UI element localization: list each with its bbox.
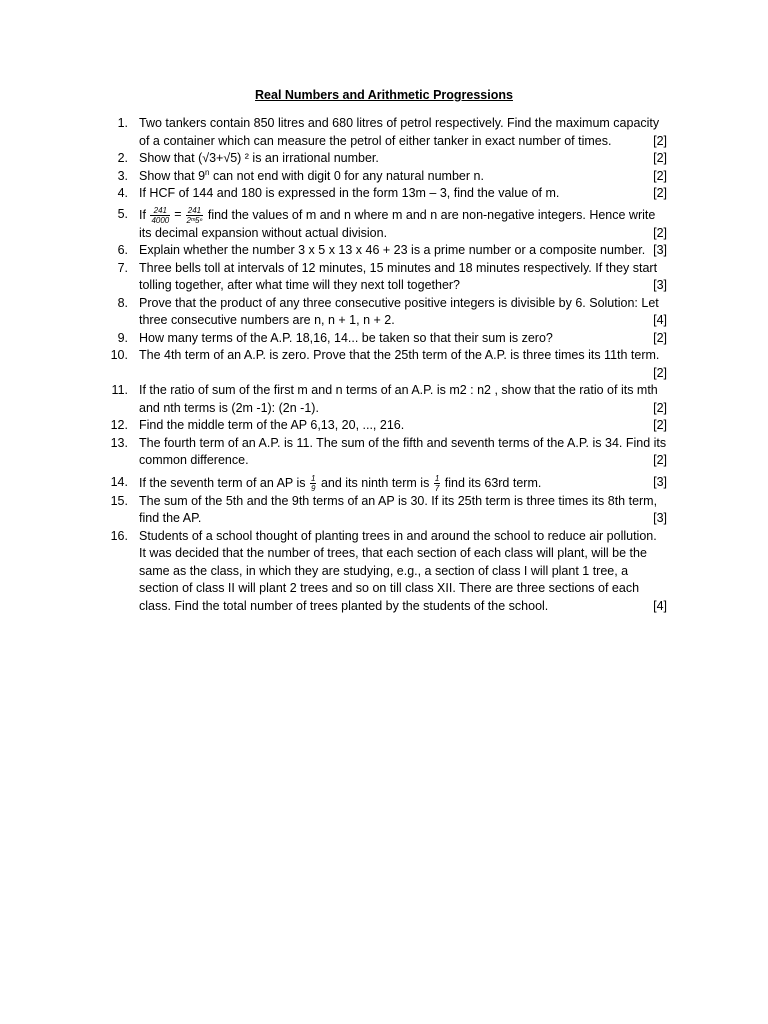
question-marks: [2] bbox=[653, 418, 667, 432]
question-body bbox=[139, 185, 667, 203]
question-4 bbox=[0, 185, 768, 203]
question-number: 6. bbox=[117, 243, 128, 257]
question-15 bbox=[0, 493, 768, 528]
question-marks: [2] bbox=[653, 330, 667, 345]
question-number: 2. bbox=[117, 151, 128, 165]
question-number: 4. bbox=[117, 186, 128, 200]
question-body bbox=[139, 435, 667, 470]
fraction-denominator: 4000 bbox=[151, 215, 170, 225]
question-text: If HCF of 144 and 180 is expressed in the form 13m – 3, find the value of m. bbox=[139, 186, 560, 200]
question-text: Show that (√3+√5) ² is an irrational number. bbox=[139, 151, 379, 165]
question-number: 10. bbox=[110, 348, 128, 362]
question-8 bbox=[0, 295, 768, 330]
question-text: Explain whether the number 3 x 5 x 13 x 46 + 23 is a prime number or a composite number. bbox=[139, 243, 646, 257]
question-body bbox=[139, 528, 667, 616]
question-marks: [2] bbox=[653, 133, 667, 148]
question-body bbox=[139, 168, 667, 186]
question-14 bbox=[0, 474, 768, 493]
page-title: Real Numbers and Arithmetic Progressions bbox=[255, 88, 513, 102]
question-number: 9. bbox=[117, 330, 128, 345]
question-text-start: If the seventh term of an AP is bbox=[139, 475, 306, 490]
question-number: 13. bbox=[110, 435, 128, 450]
question-3 bbox=[0, 168, 768, 186]
question-text: Two tankers contain 850 litres and 680 litres of petrol respectively. Find the maximum capacity of a container which can measure the petrol of either tanker in exact number of times. bbox=[139, 116, 660, 148]
question-number: 1. bbox=[117, 116, 128, 130]
question-body bbox=[139, 206, 667, 243]
question-16 bbox=[0, 528, 768, 616]
question-body bbox=[139, 242, 667, 260]
question-number: 15. bbox=[110, 493, 128, 508]
question-marks: [2] bbox=[653, 225, 667, 240]
question-2 bbox=[0, 150, 768, 168]
question-text: The fourth term of an A.P. is 11. The sum of the fifth and seventh terms of the A.P. is 34. Find its common difference. bbox=[139, 435, 667, 467]
question-marks: [3] bbox=[653, 474, 667, 489]
question-prefix: If bbox=[139, 207, 146, 222]
question-marks: [3] bbox=[653, 511, 667, 525]
question-marks: [2] bbox=[653, 186, 667, 200]
fraction-denominator: 2ᵐ5ⁿ bbox=[186, 215, 203, 225]
question-text: If the ratio of sum of the first m and n terms of an A.P. is m2 : n2 , show that the ratio of its mth and nth terms is (2m -1): (2n -1). bbox=[139, 383, 658, 415]
question-10 bbox=[0, 347, 768, 382]
question-text: Students of a school thought of planting trees in and around the school to reduce air pollution. It was decided that the number of trees, that each section of each class will plant, will be the same as the class, in which they are studying, e.g., a section of class I will plant 1 tree, a section of class II will plant 2 trees and so on till class XII. There are three sections of each class. Find the total number of trees planted by the students of the school. bbox=[139, 528, 657, 613]
fraction bbox=[310, 474, 316, 493]
question-marks: [2] bbox=[653, 365, 667, 380]
fraction-numerator: 1 bbox=[311, 473, 316, 483]
question-body bbox=[139, 150, 667, 168]
question-text: The sum of the 5th and the 9th terms of an AP is 30. If its 25th term is three times its 8th term, find the AP. bbox=[139, 493, 658, 525]
fraction bbox=[186, 206, 204, 225]
question-text: The 4th term of an A.P. is zero. Prove that the 25th term of the A.P. is three times its 11th term. bbox=[139, 348, 660, 362]
question-text-start: Show that 9 bbox=[139, 168, 206, 183]
question-number: 8. bbox=[117, 295, 128, 310]
question-marks: [2] bbox=[653, 151, 667, 165]
question-5 bbox=[0, 206, 768, 243]
question-7 bbox=[0, 260, 768, 295]
question-text-middle: and its ninth term is bbox=[320, 475, 430, 490]
question-text-end: can not end with digit 0 for any natural number n. bbox=[209, 168, 484, 183]
question-1 bbox=[0, 115, 768, 150]
question-number: 5. bbox=[117, 206, 128, 221]
question-text: Three bells toll at intervals of 12 minutes, 15 minutes and 18 minutes respectively. If they start tolling together, after what time will they next toll together? bbox=[139, 260, 658, 292]
question-body bbox=[139, 330, 667, 348]
question-body bbox=[139, 115, 667, 150]
question-marks: [2] bbox=[653, 453, 667, 467]
question-11 bbox=[0, 382, 768, 417]
question-body bbox=[139, 260, 667, 295]
question-number: 11. bbox=[111, 383, 128, 397]
question-number: 14. bbox=[110, 474, 128, 489]
question-marks: [3] bbox=[653, 278, 667, 292]
question-6 bbox=[0, 242, 768, 260]
question-text: How many terms of the A.P. 18,16, 14... be taken so that their sum is zero? bbox=[139, 330, 553, 345]
question-text: Find the middle term of the AP 6,13, 20, ..., 216. bbox=[139, 418, 405, 432]
exponent: n bbox=[205, 167, 210, 177]
fraction-denominator: 9 bbox=[311, 483, 316, 493]
question-marks: [4] bbox=[653, 313, 667, 327]
fraction-numerator: 1 bbox=[434, 473, 440, 483]
question-number: 12. bbox=[110, 418, 128, 432]
question-text-end: find its 63rd term. bbox=[444, 475, 542, 490]
fraction bbox=[434, 474, 440, 493]
fraction-numerator: 241 bbox=[150, 206, 170, 216]
question-text: find the values of m and n where m and n are non-negative integers. Hence write its decimal expansion without actual division. bbox=[139, 207, 656, 240]
question-marks: [2] bbox=[653, 168, 667, 183]
question-body bbox=[139, 417, 667, 435]
question-marks: [2] bbox=[653, 400, 667, 415]
question-number: 7. bbox=[117, 260, 128, 275]
question-body bbox=[139, 347, 667, 382]
fraction-denominator: 7 bbox=[434, 483, 440, 493]
question-body bbox=[139, 295, 667, 330]
question-marks: [4] bbox=[653, 598, 667, 613]
question-body bbox=[139, 493, 667, 528]
question-12 bbox=[0, 417, 768, 435]
question-body bbox=[139, 382, 667, 417]
fraction-numerator: 241 bbox=[186, 206, 204, 216]
question-9 bbox=[0, 330, 768, 348]
question-body bbox=[139, 474, 667, 493]
question-number: 3. bbox=[117, 168, 128, 183]
question-13 bbox=[0, 435, 768, 470]
fraction bbox=[150, 206, 170, 225]
question-number: 16. bbox=[110, 528, 128, 543]
equals-sign: = bbox=[174, 207, 182, 222]
question-marks: [3] bbox=[653, 243, 667, 257]
question-text: Prove that the product of any three consecutive positive integers is divisible by 6. Solution: Let three consecutive numbers are n, n + 1, n + 2. bbox=[139, 295, 659, 327]
question-list bbox=[0, 115, 768, 615]
